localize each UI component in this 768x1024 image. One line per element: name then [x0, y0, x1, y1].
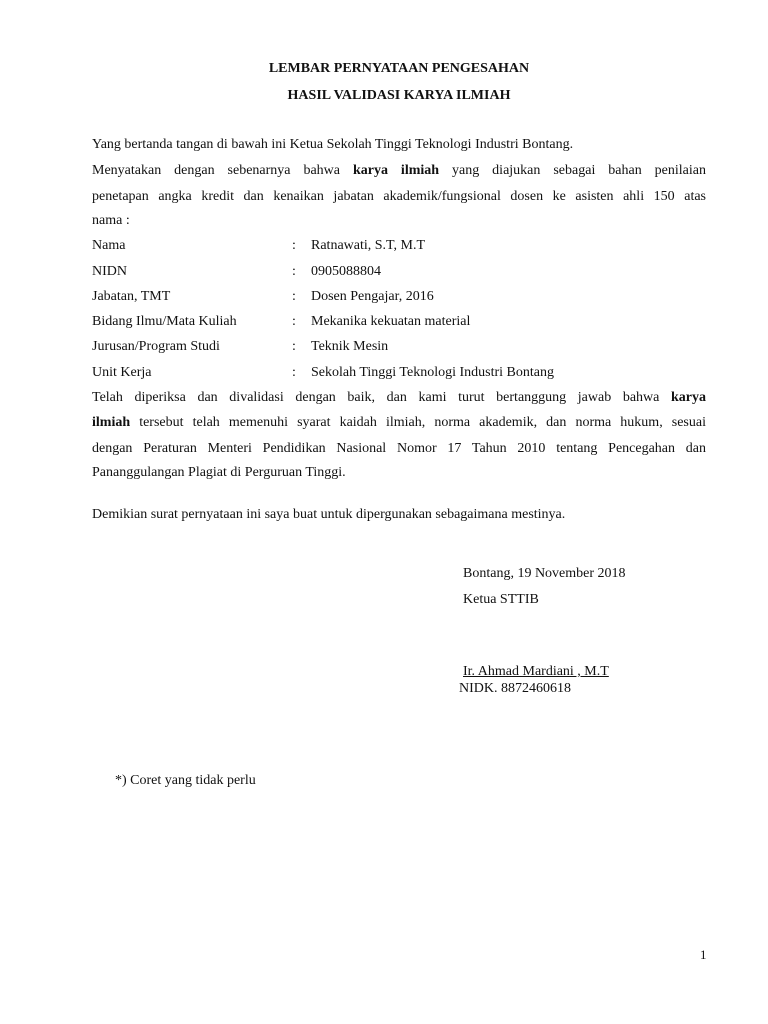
field-value: Sekolah Tinggi Teknologi Industri Bontang — [311, 365, 554, 380]
field-label: Nama — [92, 238, 126, 253]
field-value: Dosen Pengajar, 2016 — [311, 289, 434, 304]
closing-text: Demikian surat pernyataan ini saya buat untuk dipergunakan sebagaimana mestinya. — [92, 507, 566, 522]
signer-nidk: NIDK. 8872460618 — [459, 681, 571, 696]
field-colon: : — [292, 264, 296, 279]
field-row-jurusan — [92, 339, 692, 357]
field-label: Bidang Ilmu/Mata Kuliah — [92, 314, 237, 329]
statement-line-3: dengan Peraturan Menteri Pendidikan Nasional Nomor 17 Tahun 2010 tentang Pencegahan dan — [92, 441, 706, 456]
statement-line-1 — [92, 389, 706, 406]
field-row-jabatan — [92, 289, 692, 307]
field-row-nama — [92, 238, 692, 256]
field-value: Teknik Mesin — [311, 339, 389, 354]
field-row-nidn — [92, 264, 692, 282]
field-row-unit-kerja — [92, 365, 692, 383]
intro-line-1: Yang bertanda tangan di bawah ini Ketua Sekolah Tinggi Teknologi Industri Bontang. — [92, 137, 574, 152]
statement-text: Telah diperiksa dan divalidasi dengan baik, dan kami turut bertanggung jawab bahwa — [92, 390, 671, 405]
page-number: 1 — [700, 947, 707, 962]
intro-text: yang diajukan sebagai bahan penilaian — [439, 163, 706, 178]
statement-emphasis: karya — [671, 390, 706, 405]
intro-text: Menyatakan dengan sebenarnya bahwa — [92, 163, 353, 178]
field-row-bidang-ilmu — [92, 314, 692, 332]
field-colon: : — [292, 289, 296, 304]
statement-line-2 — [92, 414, 706, 431]
field-value: Mekanika kekuatan material — [311, 314, 471, 329]
footnote: *) Coret yang tidak perlu — [115, 773, 256, 788]
field-label: NIDN — [92, 264, 127, 279]
field-label: Unit Kerja — [92, 365, 152, 380]
field-label: Jurusan/Program Studi — [92, 339, 220, 354]
intro-line-2 — [92, 162, 706, 179]
statement-emphasis: ilmiah — [92, 415, 131, 430]
statement-text: tersebut telah memenuhi syarat kaidah ilmiah, norma akademik, dan norma hukum, sesuai — [130, 415, 706, 430]
field-colon: : — [292, 339, 296, 354]
signature-place-date: Bontang, 19 November 2018 — [463, 566, 626, 581]
field-colon: : — [292, 314, 296, 329]
field-colon: : — [292, 238, 296, 253]
signature-position: Ketua STTIB — [463, 592, 539, 607]
field-colon: : — [292, 365, 296, 380]
statement-line-4: Pananggulangan Plagiat di Perguruan Tinggi. — [92, 465, 346, 480]
intro-line-3: penetapan angka kredit dan kenaikan jabatan akademik/fungsional dosen ke asisten ahli 150 atas — [92, 189, 706, 204]
document-subtitle: HASIL VALIDASI KARYA ILMIAH — [287, 88, 511, 103]
intro-emphasis: karya ilmiah — [352, 163, 440, 178]
signer-name: Ir. Ahmad Mardiani , M.T — [463, 664, 609, 679]
field-value: Ratnawati, S.T, M.T — [311, 238, 426, 253]
field-label: Jabatan, TMT — [92, 289, 171, 304]
intro-line-4: nama : — [92, 213, 130, 228]
field-value: 0905088804 — [311, 264, 381, 279]
document-title: LEMBAR PERNYATAAN PENGESAHAN — [268, 61, 530, 76]
